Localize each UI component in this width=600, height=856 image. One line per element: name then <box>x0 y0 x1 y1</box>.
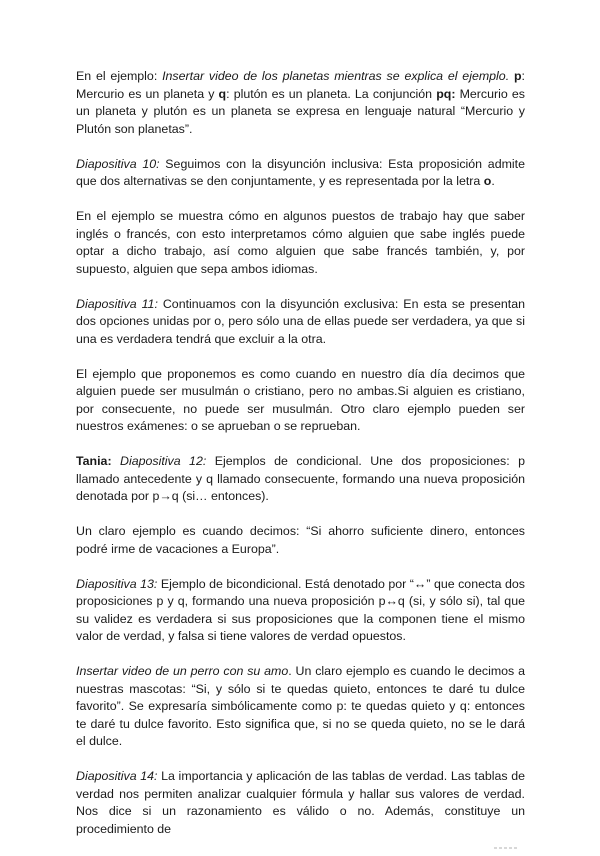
italic-text: Diapositiva 10: <box>76 156 160 171</box>
paragraph <box>76 366 525 436</box>
bold-text: q <box>218 86 227 101</box>
text-run: Continuamos con la disyunción exclusiva: En esta se presentan dos opciones unidas por o, pero sólo una de ellas puede ser verdadera, ya que si una es verdadera tendrá que excluir a la otra. <box>76 296 525 346</box>
bold-text: o <box>483 174 492 188</box>
italic-text: Insertar video de un perro con su amo <box>76 664 289 678</box>
paragraph <box>76 208 525 278</box>
text-run <box>112 454 120 468</box>
text-run: : plutón es un planeta. La conjunción <box>226 86 437 101</box>
italic-text: Diapositiva 11: <box>76 296 158 311</box>
text-run: Un claro ejemplo es cuando decimos: “Si ahorro suficiente dinero, entonces podré irme de vacaciones a Europa”. <box>76 524 525 556</box>
text-run: En el ejemplo: <box>76 69 163 83</box>
paragraph <box>76 663 525 751</box>
text-run: . Un claro ejemplo es cuando le decimos a nuestras mascotas: “Si, y sólo si te quedas quieto, entonces te daré tu dulce favorito”. Se expresaría simbólicamente como p: te quedas quieto y q: entonces te daré tu dulce favorito. Esto significa que, si no se queda quieto, no se le dará el dulce. <box>76 664 525 748</box>
italic-text: Insertar video de los planetas mientras se explica el ejemplo. <box>162 69 510 83</box>
text-run: El ejemplo que proponemos es como cuando en nuestro día día decimos que alguien puede ser musulmán o cristiano, pero no ambas.Si alguien es cristiano, por consecuente, no puede ser musulmán. Otro claro ejemplo pueden ser nuestros exámenes: o se aprueban o se reprueban. <box>76 366 525 433</box>
paragraph <box>76 68 525 138</box>
paragraph <box>76 296 525 349</box>
footer-mark <box>494 836 524 839</box>
text-run: En el ejemplo se muestra cómo en algunos puestos de trabajo hay que saber inglés o francés, con esto interpretamos cómo alguien que sabe inglés puede optar a dicho trabajo, así como alguien que sabe francés también, y, por supuesto, alguien que sepa ambos idiomas. <box>76 209 525 276</box>
text-run: : Mercurio es un planeta y <box>76 69 525 101</box>
bold-text: Tania: <box>76 454 112 468</box>
paragraph <box>76 523 525 558</box>
text-run: Seguimos con la disyunción inclusiva: Esta proposición admite que dos alternativas se den conjuntamente, y es representada por la letra <box>76 156 525 188</box>
bold-text: pq: <box>436 86 456 101</box>
bold-text: p <box>513 69 522 83</box>
text-run: . <box>491 174 495 188</box>
italic-text: Diapositiva 13: <box>76 576 158 591</box>
italic-text: Diapositiva 12: <box>120 454 207 468</box>
italic-text: Diapositiva 14: <box>76 769 158 783</box>
text-run: La importancia y aplicación de las tablas de verdad. Las tablas de verdad nos permiten analizar cualquier fórmula y hallar sus valores de verdad. Nos dice si un razonamiento es válido o no. Además, constituye un procedimiento de <box>76 769 525 836</box>
text-run: Ejemplo de bicondicional. Está denotado por “↔” que conecta dos proposiciones p y q, formando una nueva proposición p↔q (si, y sólo si), tal que su validez es verdadera si sus proposiciones que la componen tiene el mismo valor de verdad, y falsa si tiene valores de verdad opuestos. <box>76 576 525 643</box>
paragraph <box>76 576 525 646</box>
paragraph <box>76 453 525 506</box>
paragraph <box>76 156 525 191</box>
text-run: Ejemplos de condicional. Une dos proposiciones: p llamado antecedente y q llamado consecuente, formando una nueva proposición denotada por p→q (si… entonces). <box>76 454 525 503</box>
paragraph <box>76 768 525 838</box>
document-body <box>76 68 525 856</box>
text-run: Mercurio es un planeta y plutón es un planeta se expresa en lenguaje natural “Mercurio y Plutón son planetas”. <box>76 86 526 136</box>
